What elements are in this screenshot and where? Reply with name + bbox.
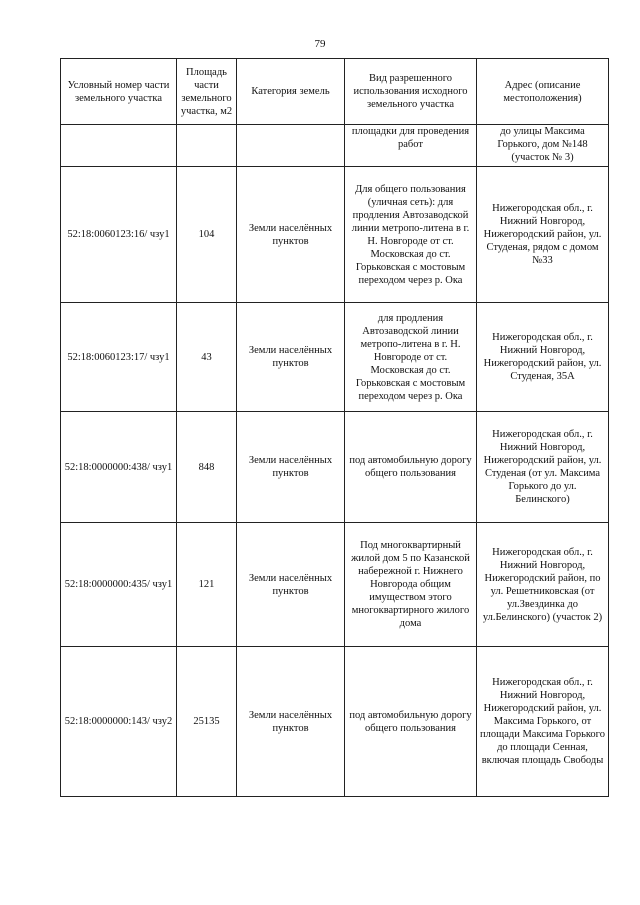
header-use: Вид разрешенного использования исходного земельного участка [345, 59, 477, 125]
header-category: Категория земель [237, 59, 345, 125]
cell-address: Нижегородская обл., г. Нижний Новгород, Нижегородский район, ул. Максима Горького, от площади Максима Горького до площади Сенная, включая площадь Свободы [477, 647, 609, 797]
cell-category: Земли населённых пунктов [237, 412, 345, 523]
header-area: Площадь части земельного участка, м2 [177, 59, 237, 125]
cell-use: площадки для проведения работ [345, 125, 477, 167]
page-number: 79 [314, 38, 326, 50]
table-row [61, 523, 609, 647]
table-row [61, 303, 609, 412]
cell-number: 52:18:0060123:17/ чзу1 [61, 303, 177, 412]
cell-area: 104 [177, 167, 237, 303]
land-plots-table [60, 58, 609, 797]
cell-number: 52:18:0060123:16/ чзу1 [61, 167, 177, 303]
cell-category: Земли населённых пунктов [237, 523, 345, 647]
cell-area: 43 [177, 303, 237, 412]
cell-address: Нижегородская обл., г. Нижний Новгород, Нижегородский район, ул. Студеная, рядом с домом №33 [477, 167, 609, 303]
cell-category: Земли населённых пунктов [237, 303, 345, 412]
header-number: Условный номер части земельного участка [61, 59, 177, 125]
cell-number: 52:18:0000000:438/ чзу1 [61, 412, 177, 523]
cell-address: до улицы Максима Горького, дом №148 (участок № 3) [477, 125, 609, 167]
cell-area: 848 [177, 412, 237, 523]
table-row [61, 167, 609, 303]
cell-number: 52:18:0000000:435/ чзу1 [61, 523, 177, 647]
table-row [61, 647, 609, 797]
cell-category: Земли населённых пунктов [237, 647, 345, 797]
cell-use: Для общего пользования (уличная сеть): для продления Автозаводской линии метропо-литена в г. Н. Новгороде от ст. Московская до ст. Горьковская с мостовым переходом через р. Ока [345, 167, 477, 303]
cell-address: Нижегородская обл., г. Нижний Новгород, Нижегородский район, ул. Студеная (от ул. Максима Горького до ул. Белинского) [477, 412, 609, 523]
cell-number [61, 125, 177, 167]
cell-area: 121 [177, 523, 237, 647]
cell-address: Нижегородская обл., г. Нижний Новгород, Нижегородский район, по ул. Решетниковская (от ул.Звездинка до ул.Белинского) (участок 2) [477, 523, 609, 647]
cell-use: под автомобильную дорогу общего пользования [345, 412, 477, 523]
table-header-row [61, 59, 609, 125]
cell-number: 52:18:0000000:143/ чзу2 [61, 647, 177, 797]
cell-use: для продления Автозаводской линии метропо-литена в г. Н. Новгороде от ст. Московская до ст. Горьковская с мостовым переходом через р. Ока [345, 303, 477, 412]
cell-category: Земли населённых пунктов [237, 167, 345, 303]
cell-area: 25135 [177, 647, 237, 797]
cell-use: под автомобильную дорогу общего пользования [345, 647, 477, 797]
cell-use: Под многоквартирный жилой дом 5 по Казанской набережной г. Нижнего Новгорода общим имуществом этого многоквартирного жилого дома [345, 523, 477, 647]
table-row [61, 412, 609, 523]
header-address: Адрес (описание местоположения) [477, 59, 609, 125]
table-row [61, 125, 609, 167]
cell-category [237, 125, 345, 167]
cell-address: Нижегородская обл., г. Нижний Новгород, Нижегородский район, ул. Студеная, 35А [477, 303, 609, 412]
cell-area [177, 125, 237, 167]
